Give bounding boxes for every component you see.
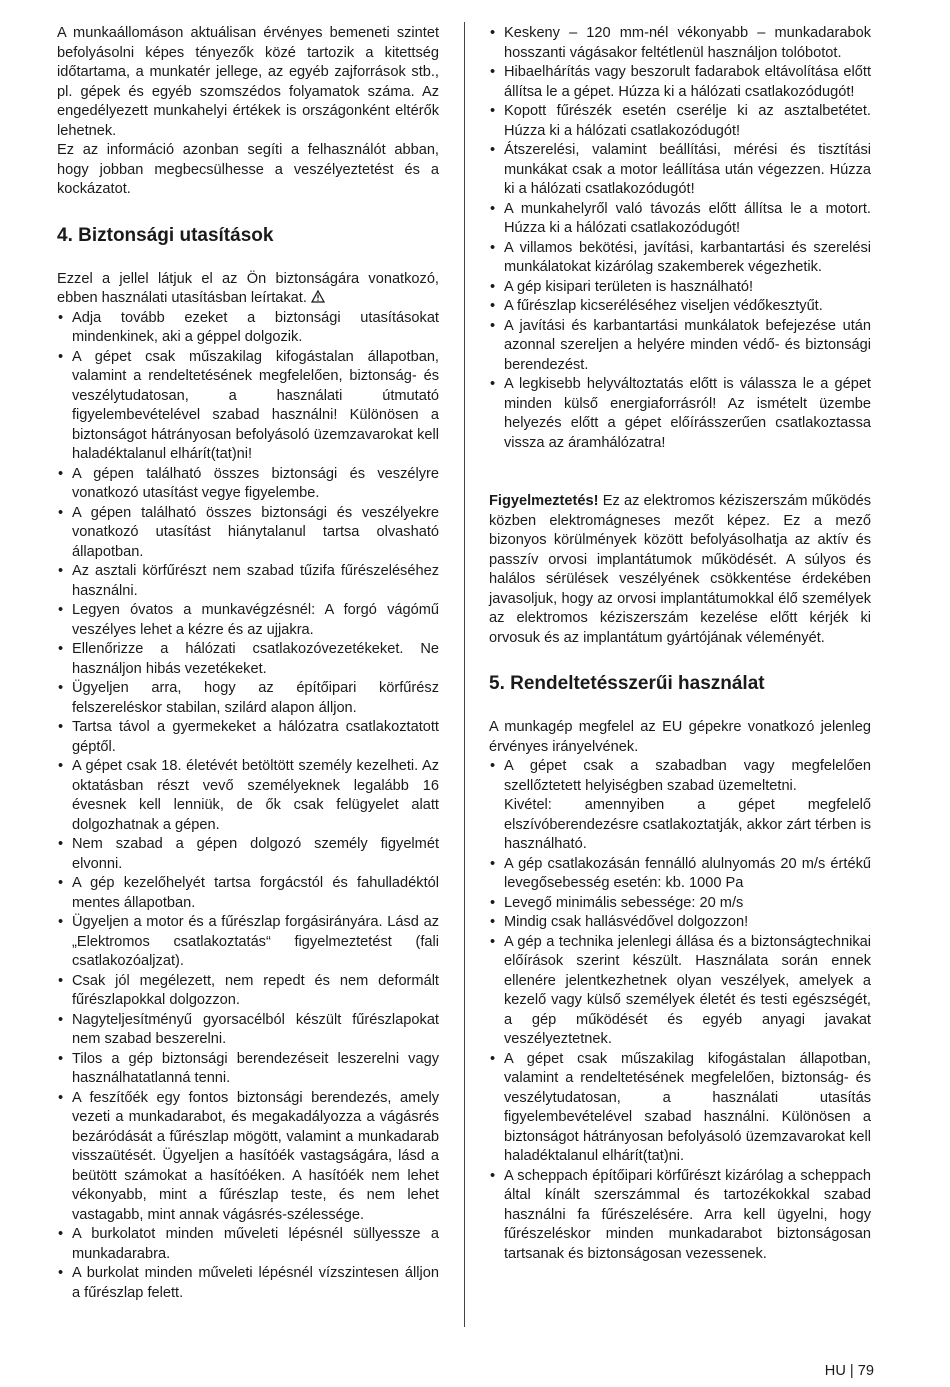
list-item: • Tartsa távol a gyermekeket a hálózatra csatlakoztatott géptől.: [57, 718, 439, 757]
list-item: • Legyen óvatos a munkavégzésnél: A forgó vágómű veszélyes lehet a kézre és az ujjakra.: [57, 601, 439, 640]
list-item: • Átszerelési, valamint beállítási, mérési és tisztítási munkákat csak a motor leállítása után végezzen. Húzza ki a hálózati csatlakozódugót!: [489, 141, 871, 200]
warning-paragraph: [489, 492, 871, 648]
warning-triangle-icon: [311, 290, 325, 303]
list-item: • A gépen található összes biztonsági és veszélyekre vonatkozó utasítást hiánytalanul tartsa olvasható állapotban.: [57, 504, 439, 563]
intro-paragraph-1: A munkaállomáson aktuálisan érvényes bemeneti szintet befolyásolni képes tényezők közé tartozik a kitettség időtartama, a munkatér jellege, az egyéb zajforrások stb., pl. gépek és egyéb szomszédos folyamatok száma. Az engedélyezett munkahelyi értékek is országonként eltérők lehetnek.: [57, 25, 439, 139]
list-item: [489, 757, 871, 855]
right-column: [489, 24, 871, 1264]
list-item: • A gépet csak műszakilag kifogástalan állapotban, valamint a rendeltetésének megfelelően, biztonság- és veszélytudatosan, a használati útmutató figyelembevételével szabad használni! Különösen a biztonságot hátrányosan befolyásoló üzemzavarokat kell haladéktalanul elhárít(tat)ni!: [57, 348, 439, 465]
list-item: • Mindig csak hallásvédővel dolgozzon!: [489, 913, 871, 933]
list-item: • Ügyeljen arra, hogy az építőipari körfűrész felszereléskor stabilan, szilárd alapon álljon.: [57, 679, 439, 718]
list-item: • A legkisebb helyváltoztatás előtt is válassza le a gépet minden külső energiaforrásról! Az ismételt üzembe helyezés előtt a gépet előírásszerűen csatlakoztassa vissza az áramhálózatra!: [489, 375, 871, 453]
warning-label: Figyelmeztetés!: [489, 493, 599, 509]
list-item: • A villamos bekötési, javítási, karbantartási és szerelési munkálatokat kizárólag szakemberek végezhetik.: [489, 239, 871, 278]
left-column: [57, 24, 439, 1303]
list-item: • Levegő minimális sebessége: 20 m/s: [489, 894, 871, 914]
list-item: • Ügyeljen a motor és a fűrészlap forgásirányára. Lásd az „Elektromos csatlakoztatás“ figyelmeztetést (fali csatlakozóaljzat).: [57, 913, 439, 972]
list-item: • Keskeny – 120 mm-nél vékonyabb – munkadarabok hosszanti vágásakor feltétlenül használjon tolóbotot.: [489, 24, 871, 63]
warning-text: Ez az elektromos kéziszerszám működés közben elektromágneses mezőt képez. Ez a mező bizonyos körülmények között befolyásolhatja az aktív és passzív orvosi implantátumok működését. A súlyos és halálos sérülések veszélyének csökkentése érdekében javasoljuk, hogy az orvosi implantátumokkal élő személyek az elektromos kéziszerszám kezelése előtt kérjék ki orvosuk és az implantátum gyártójának véleményét.: [489, 493, 871, 646]
section-5-intro: A munkagép megfelel az EU gépekre vonatkozó jelenleg érvényes irányelvének.: [489, 719, 871, 755]
list-item: • Nem szabad a gépen dolgozó személy figyelmét elvonni.: [57, 835, 439, 874]
section-4-intro: [57, 270, 439, 309]
list-item: • A gép kezelőhelyét tartsa forgácstól és fahulladéktól mentes állapotban.: [57, 874, 439, 913]
section-4-list: [57, 309, 439, 1304]
page-number: HU | 79: [824, 1363, 874, 1379]
list-item: • A gépet csak műszakilag kifogástalan állapotban, valamint a rendeltetésének megfelelően, biztonság- és veszélytudatosan, a használati utasítás figyelembevételével szabad használni. Különösen a biztonságot hátrányosan befolyásoló üzemzavarokat kell haladéktalanul elhárít(tat)ni.: [489, 1050, 871, 1167]
list-item: • Tilos a gép biztonsági berendezéseit leszerelni vagy használhatatlanná tenni.: [57, 1050, 439, 1089]
list-item: • A gépet csak 18. életévét betöltött személy kezelheti. Az oktatásban részt vevő személyeknek legalább 16 évesnek kell lenniük, de ők csak felügyelet alatt dolgozhatnak a gépen.: [57, 757, 439, 835]
list-item: • A feszítőék egy fontos biztonsági berendezés, amely vezeti a munkadarabot, és megakadályozza a vágásrés bezáródását a fűrészlap mögött, valamint a munkadarab visszaütését. Ügyeljen a hasítóék vastagságára, lásd a beütött számokat a hasítóéken. A hasítóék nem lehet vékonyabb, mint a fűrészlap teste, és nem lehet vastagabb, mint annak vágásrés-szélessége.: [57, 1089, 439, 1226]
list-item: • A scheppach építőipari körfűrészt kizárólag a scheppach által kínált szerszámmal és tartozékokkal szabad használni fa fűrészelésére. Arra kell ügyelni, hogy fűrészeléskor minden munkadarabot biztonságosan tartsanak és biztonságosan vezessenek.: [489, 1167, 871, 1265]
section-5-list: [489, 757, 871, 1264]
list-item: • A gépen található összes biztonsági és veszélyre vonatkozó utasítást vegye figyelembe.: [57, 465, 439, 504]
list-item: • A gép csatlakozásán fennálló alulnyomás 20 m/s értékű levegősebesség esetén: kb. 1000 Pa: [489, 855, 871, 894]
section-4-list-continued: [489, 24, 871, 453]
list-item: • Kopott fűrészék esetén cserélje ki az asztalbetétet. Húzza ki a hálózati csatlakozódugót!: [489, 102, 871, 141]
list-item: • A gép kisipari területen is használható!: [489, 278, 871, 298]
spacer: [489, 473, 871, 493]
section-4-heading: 4. Biztonsági utasítások: [57, 224, 274, 246]
list-item: • Csak jól megélezett, nem repedt és nem deformált fűrészlapokkal dolgozzon.: [57, 972, 439, 1011]
list-item: • A burkolat minden műveleti lépésnél vízszintesen álljon a fűrészlap felett.: [57, 1264, 439, 1303]
list-item-note: Kivétel: amennyiben a gépet megfelelő elszívóberendezésre csatlakoztatják, akkor zárt térben is használható.: [504, 797, 871, 852]
spacer: [489, 453, 871, 473]
list-item: • Az asztali körfűrészt nem szabad tűzifa fűrészeléséhez használni.: [57, 562, 439, 601]
list-item: • A munkahelyről való távozás előtt állítsa le a motort. Húzza ki a hálózati csatlakozódugót!: [489, 200, 871, 239]
list-item: • Hibaelhárítás vagy beszorult fadarabok eltávolítása előtt állítsa le a gépet. Húzza ki a hálózati csatlakozódugót!: [489, 63, 871, 102]
list-item: • A burkolatot minden műveleti lépésnél süllyessze a munkadarabra.: [57, 1225, 439, 1264]
list-item-text: A gépet csak a szabadban vagy megfelelően szellőztetett helyiségben szabad üzemeltetni.: [504, 758, 871, 794]
section-5-heading: 5. Rendeltetésszerűi használat: [489, 673, 765, 694]
list-item: • Ellenőrizze a hálózati csatlakozóvezetékeket. Ne használjon hibás vezetékeket.: [57, 640, 439, 679]
list-item: • Adja tovább ezeket a biztonsági utasításokat mindenkinek, aki a géppel dolgozik.: [57, 309, 439, 348]
list-item: • A gép a technika jelenlegi állása és a biztonságtechnikai előírások szerint készült. Használata során ennek ellenére jelentkezhetnek olyan veszélyek, amelyek a kezelő vagy külső személyek életét és testi egészségét, a gép működését és egyéb anyagi javakat veszélyeztetnek.: [489, 933, 871, 1050]
list-item: • A fűrészlap kicseréléséhez viseljen védőkesztyűt.: [489, 297, 871, 317]
section-4-intro-text: Ezzel a jellel látjuk el az Ön biztonságára vonatkozó, ebben használati utasításban leírtakat.: [57, 270, 439, 306]
column-divider: [464, 22, 465, 1327]
list-item: • Nagyteljesítményű gyorsacélból készült fűrészlapokat nem szabad beszerelni.: [57, 1011, 439, 1050]
intro-paragraph-2: Ez az információ azonban segíti a felhasználót abban, hogy jobban megbecsülhesse a veszélyeztetést és a kockázatot.: [57, 142, 439, 197]
list-item: • A javítási és karbantartási munkálatok befejezése után azonnal szereljen a helyére minden védő- és biztonsági berendezést.: [489, 317, 871, 376]
